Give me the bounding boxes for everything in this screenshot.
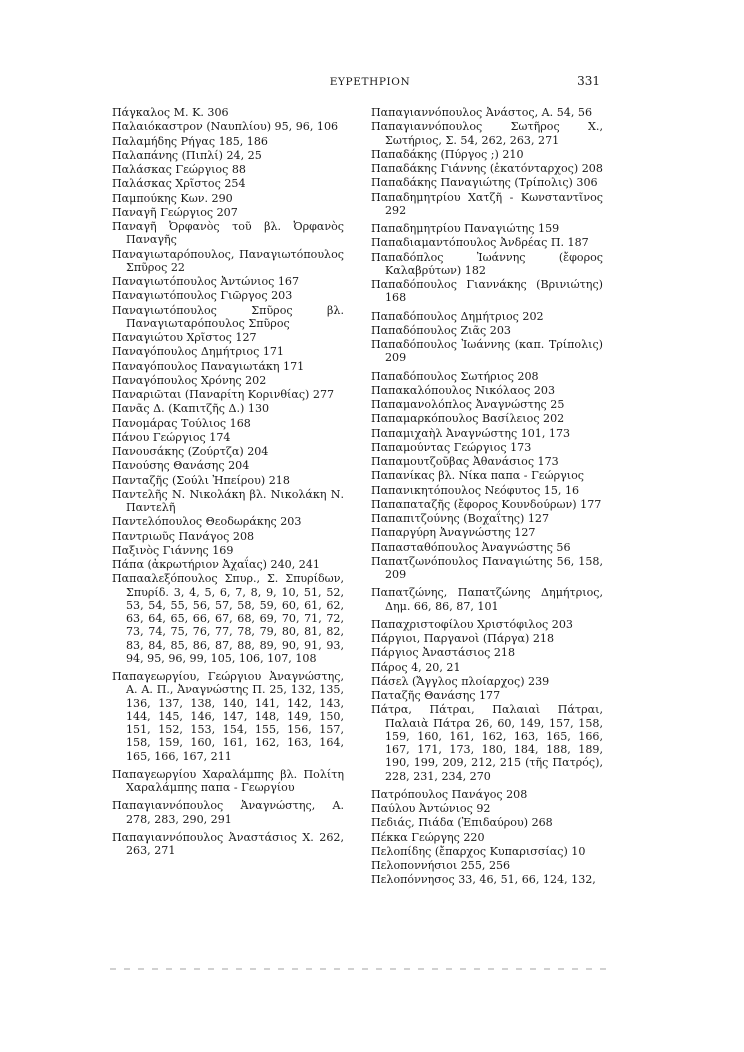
index-entry: Παναγῆ Ὀρφανὸς τοῦ βλ. Ὀρφανὸς Παναγῆς [112,220,344,247]
index-entry: Πελοπίδης (ἔπαρχος Κυπαρισσίας) 10 [371,844,586,858]
index-entry: Παναγόπουλος Δημήτριος 171 [112,345,284,359]
index-entry: Πάτρα, Πάτραι, Παλαιαὶ Πάτραι, Παλαιὰ Πάτρα 26, 60, 149, 157, 158, 159, 160, 161, 162, 163, 165, 166, 167, 171, 173, 180, 184, 188, 189, 190, 199, 209, 212, 215 (τῆς Πατρός), 228, 231, 234, 270 [371,703,603,783]
index-entry: Παπαδόπουλος Σωτήριος 208 [371,369,539,383]
index-entry: Πάγκαλος Μ. Κ. 306 [112,106,229,119]
index-entry: Παπαγεωργίου, Γεώργιου Ἀναγνώστης, Α. Α. Π., Ἀναγνώστης Π. 25, 132, 135, 136, 137, 138, 140, 141, 142, 143, 144, 145, 146, 147, 148, 149, 150, 151, 152, 153, 154, 155, 156, 157, 158, 159, 160, 161, 162, 163, 164, 165, 166, 167, 211 [112,670,344,763]
index-entry: Παναγιωταρόπουλος, Παναγιωτόπουλος Σπῦρος 22 [112,247,344,274]
index-entry: Παπαδόπουλος Γιαννάκης (Βρινιώτης) 168 [371,278,603,305]
index-entry: Πελοπόννησος 33, 46, 51, 66, 124, 132, [371,873,596,887]
index-entry: Παπαδιαμαντόπουλος Ἀνδρέας Π. 187 [371,236,589,250]
page-number: 331 [577,74,600,88]
index-entry: Παπατζώνης, Παπατζώνης Δημήτριος, Δημ. 66, 86, 87, 101 [371,586,603,613]
index-entry: Πέκκα Γεώργης 220 [371,830,485,844]
index-entry: Παπαδάκης Παναγιώτης (Τρίπολις) 306 [371,176,598,190]
index-entry: Παπανικητόπουλος Νεόφυτος 15, 16 [371,483,580,497]
index-entry: Παπαχριστοφίλου Χριστόφιλος 203 [371,617,573,631]
index-entry: Παπαδημητρίου Χατζῆ - Κωνσταντῖνος 292 [371,190,603,217]
index-entry: Παπαργύρη Ἀναγνώστης 127 [371,526,536,540]
index-entry: Παπαπιτζούνης (Βοχαΐτης) 127 [371,512,550,525]
index-entry: Παναγιωτόπουλος Σπῦρος βλ. Παναγιωταρόπουλος Σπῦρος [112,303,344,330]
index-entry: Παναγιωτόπουλος Ἀντώνιος 167 [112,275,300,288]
index-entry: Παναγόπουλος Χρόνης 202 [112,373,267,387]
index-column-left [112,106,344,858]
index-entry: Παπασταθόπουλος Ἀναγνώστης 56 [371,540,571,554]
index-entry: Παπαμιχαὴλ Ἀναγνώστης 101, 173 [371,426,571,440]
index-entry: Παπαγιαννόπουλος Ἀναστάσιος Χ. 262, 263, 271 [112,830,344,857]
index-entry: Παπαδόπουλος Ἰωάννης (καπ. Τρίπολις) 209 [371,338,603,365]
index-entry: Πάργιοι, Παργανοὶ (Πάργα) 218 [371,632,555,645]
index-entry: Παπαγεωργίου Χαραλάμπης βλ. Πολίτη Χαραλάμπης παπα - Γεωργίου [112,767,344,794]
index-entry: Παπααλεξόπουλος Σπυρ., Σ. Σπυρίδων, Σπυρίδ. 3, 4, 5, 6, 7, 8, 9, 10, 51, 52, 53, 54, 55, 56, 57, 58, 59, 60, 61, 62, 63, 64, 65, 66, 67, 68, 69, 70, 71, 72, 73, 74, 75, 76, 77, 78, 79, 80, 81, 82, 83, 84, 85, 86, 87, 88, 89, 90, 91, 93, 94, 95, 96, 99, 105, 106, 107, 108 [112,572,344,665]
index-entry: Παντελόπουλος Θεοδωράκης 203 [112,515,302,529]
index-entry: Παναγιωτόπουλος Γιῶργος 203 [112,289,293,303]
index-entry: Πάργιος Ἀναστάσιος 218 [371,646,516,660]
index-entry: Παταζῆς Θανάσης 177 [371,689,501,702]
index-entry: Πάρος 4, 20, 21 [371,660,461,674]
index-entry: Παπαγιαννόπουλος Ἀναγνώστης, Α. 278, 283, 290, 291 [112,799,344,826]
index-entry: Παπαμουτζοῦβας Ἀθανάσιος 173 [371,455,559,468]
index-entry: Πάνου Γεώργιος 174 [112,430,231,444]
index-entry: Παναριῶται (Παναρίτη Κορινθίας) 277 [112,388,335,401]
index-entry: Πανούσης Θανάσης 204 [112,459,250,473]
index-entry: Παλάσκας Γεώργιος 88 [112,163,246,176]
index-entry: Πανταζῆς (Σούλι Ἠπείρου) 218 [112,473,290,487]
index-entry: Παπακαλόπουλος Νικόλαος 203 [371,383,556,397]
index-entry: Πάπα (ἀκρωτήριον Ἀχαΐας) 240, 241 [112,558,320,571]
index-entry: Παπαδάκης Γιάννης (ἑκατόνταρχος) 208 [371,162,603,175]
index-entry: Παπαγιαννόπουλος Σωτῆρος Χ., Σωτήριος, Σ. 54, 262, 263, 271 [371,120,603,147]
index-entry: Πελοποννήσιοι 255, 256 [371,859,511,872]
index-entry: Παναγῆ Γεώργιος 207 [112,205,238,219]
index-entry: Παλαμήδης Ρήγας 185, 186 [112,134,268,148]
index-entry: Παλαιόκαστρον (Ναυπλίου) 95, 96, 106 [112,120,339,134]
index-entry: Παντριωῦς Πανάγος 208 [112,529,255,543]
scan-artifact-line [110,968,610,970]
index-entry: Παλάσκας Χρῖστος 254 [112,177,246,191]
index-entry: Παπαδόπουλος Ζιᾶς 203 [371,323,511,337]
index-entry: Παναγόπουλος Παναγιωτάκη 171 [112,359,305,373]
index-entry: Παύλου Ἀντώνιος 92 [371,802,491,815]
index-entry: Παπαπαταζῆς (ἔφορος Κουνδούρων) 177 [371,497,602,511]
index-entry: Παπατζωνόπουλος Παναγιώτης 56, 158, 209 [371,554,603,581]
index-entry: Παμπούκης Κων. 290 [112,191,233,205]
index-entry: Παπαδάκης (Πύργος ;) 210 [371,147,524,161]
index-entry: Παπαμαρκόπουλος Βασίλειος 202 [371,412,565,426]
index-entry: Παπανίκας βλ. Νίκα παπα - Γεώργιος [371,469,584,483]
index-entry: Παναγιώτου Χρῖστος 127 [112,331,257,344]
index-entry: Παλαπάνης (Πιπλί) 24, 25 [112,148,262,162]
index-entry: Πάσελ (Ἄγγλος πλοίαρχος) 239 [371,674,550,688]
index-entry: Πανᾶς Δ. (Καπιτζῆς Δ.) 130 [112,402,270,416]
index-entry: Πεδιάς, Πιάδα (Ἐπιδαύρου) 268 [371,816,553,830]
index-entry: Παπαμανολόπλος Ἀναγνώστης 25 [371,398,565,411]
index-entry: Παπαδόπλος Ἰωάννης (ἔφορος Καλαβρύτων) 182 [371,250,603,277]
running-title: ΕΥΡΕΤΗΡΙΟΝ [329,76,411,88]
index-entry: Πανουσάκης (Ζούρτζα) 204 [112,445,269,458]
index-entry: Παπαδόπουλος Δημήτριος 202 [371,309,544,323]
index-entry: Παπαμούντας Γεώργιος 173 [371,440,532,454]
index-entry: Παντελῆς Ν. Νικολάκη βλ. Νικολάκη Ν. Παντελῆ [112,487,344,514]
index-entry: Πατρόπουλος Πανάγος 208 [371,787,528,801]
index-column-right [371,106,603,888]
index-entry: Πανομάρας Τούλιος 168 [112,416,251,430]
index-entry: Παξινὸς Γιάννης 169 [112,543,234,557]
index-entry: Παπαγιαννόπουλος Ἀνάστος, Α. 54, 56 [371,106,593,119]
index-entry: Παπαδημητρίου Παναγιώτης 159 [371,222,560,235]
